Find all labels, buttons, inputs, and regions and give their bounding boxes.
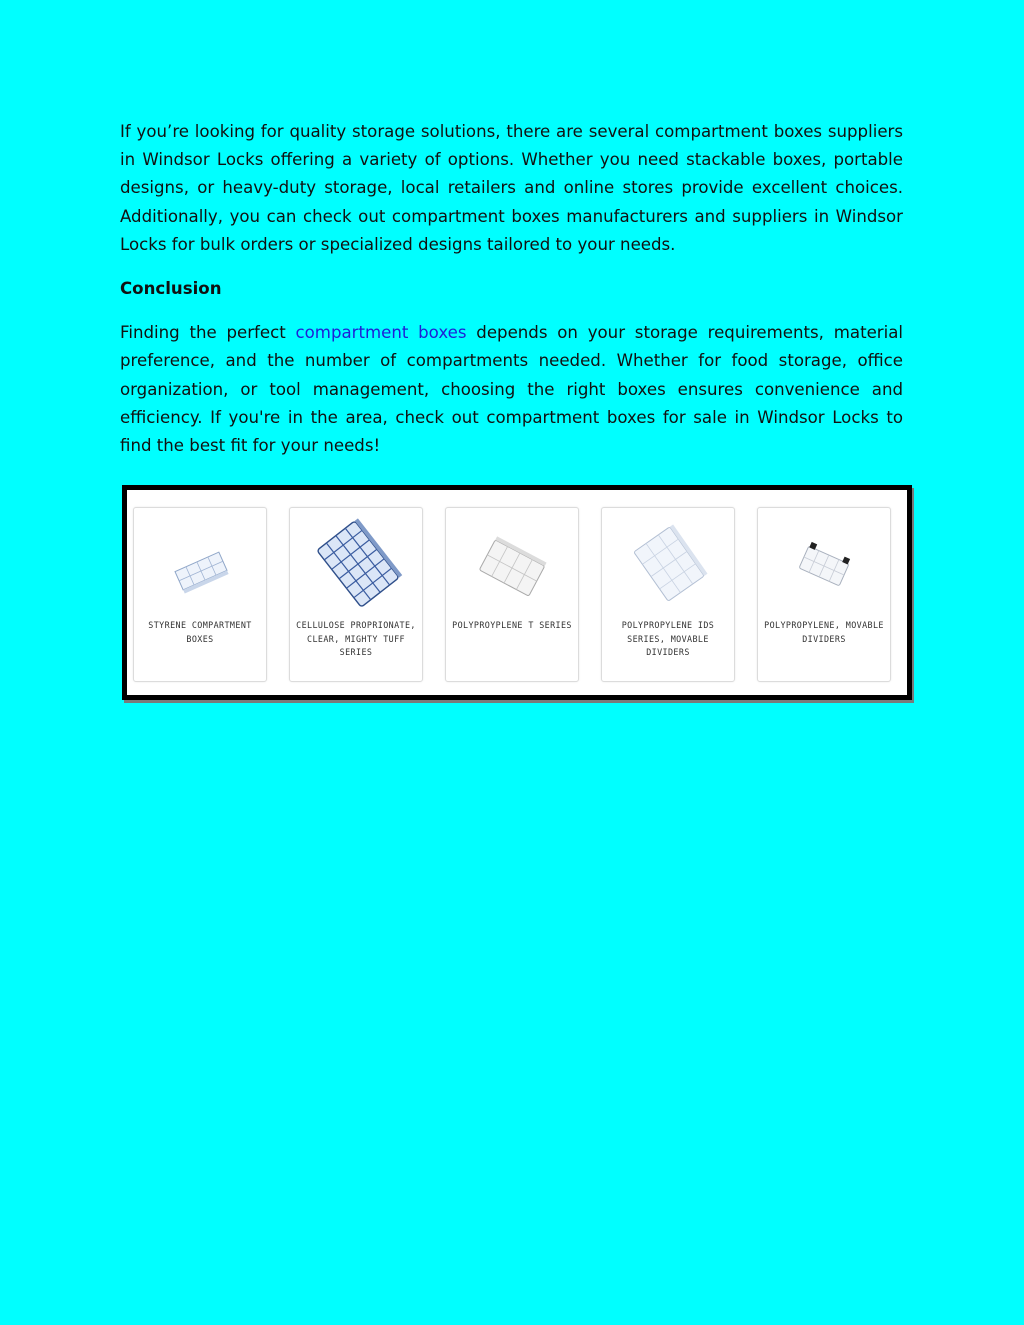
conclusion-heading: Conclusion	[120, 279, 222, 299]
polypropylene-ids-box-icon	[602, 516, 736, 608]
conclusion-paragraph	[120, 319, 903, 460]
product-card-polypropylene-dividers	[757, 507, 891, 682]
product-cards	[133, 507, 891, 682]
product-label: POLYPROYPLENE T SERIES	[452, 620, 572, 630]
product-label: CELLULOSE PROPRIONATE, CLEAR, MIGHTY TUFF SERIES	[296, 620, 416, 657]
product-card-polypropylene-t	[445, 507, 579, 682]
product-gallery-image	[122, 485, 912, 700]
article	[120, 118, 903, 460]
conclusion-text-start: Finding the perfect	[120, 323, 296, 343]
product-label: POLYPROPYLENE IDS SERIES, MOVABLE DIVIDERS	[621, 620, 715, 657]
product-card-styrene	[133, 507, 267, 682]
polypropylene-t-box-icon	[446, 516, 580, 608]
cellulose-box-icon	[290, 516, 424, 608]
product-label: STYRENE COMPARTMENT BOXES	[148, 620, 252, 644]
intro-paragraph: If you’re looking for quality storage solutions, there are several compartment boxes suppliers in Windsor Locks offering a variety of options. Whether you need stackable boxes, portable designs, or heavy-duty storage, local retailers and online stores provide excellent choices. Additionally, you can check out compartment boxes manufacturers and suppliers in Windsor Locks for bulk orders or specialized designs tailored to your needs.	[120, 122, 903, 254]
styrene-box-icon	[134, 516, 268, 608]
product-card-cellulose	[289, 507, 423, 682]
compartment-boxes-link[interactable]: compartment boxes	[295, 323, 467, 343]
conclusion-text-end: depends on your storage requirements, material preference, and the number of compartments needed. Whether for food storage, office organization, or tool management, choosing the right boxes ensures convenience and efficiency. If you're in the area, check out compartment boxes for sale in Windsor Locks to find the best fit for your needs!	[120, 323, 903, 456]
product-card-polypropylene-ids	[601, 507, 735, 682]
polypropylene-dividers-box-icon	[758, 516, 892, 608]
product-label: POLYPROPYLENE, MOVABLE DIVIDERS	[764, 620, 884, 644]
